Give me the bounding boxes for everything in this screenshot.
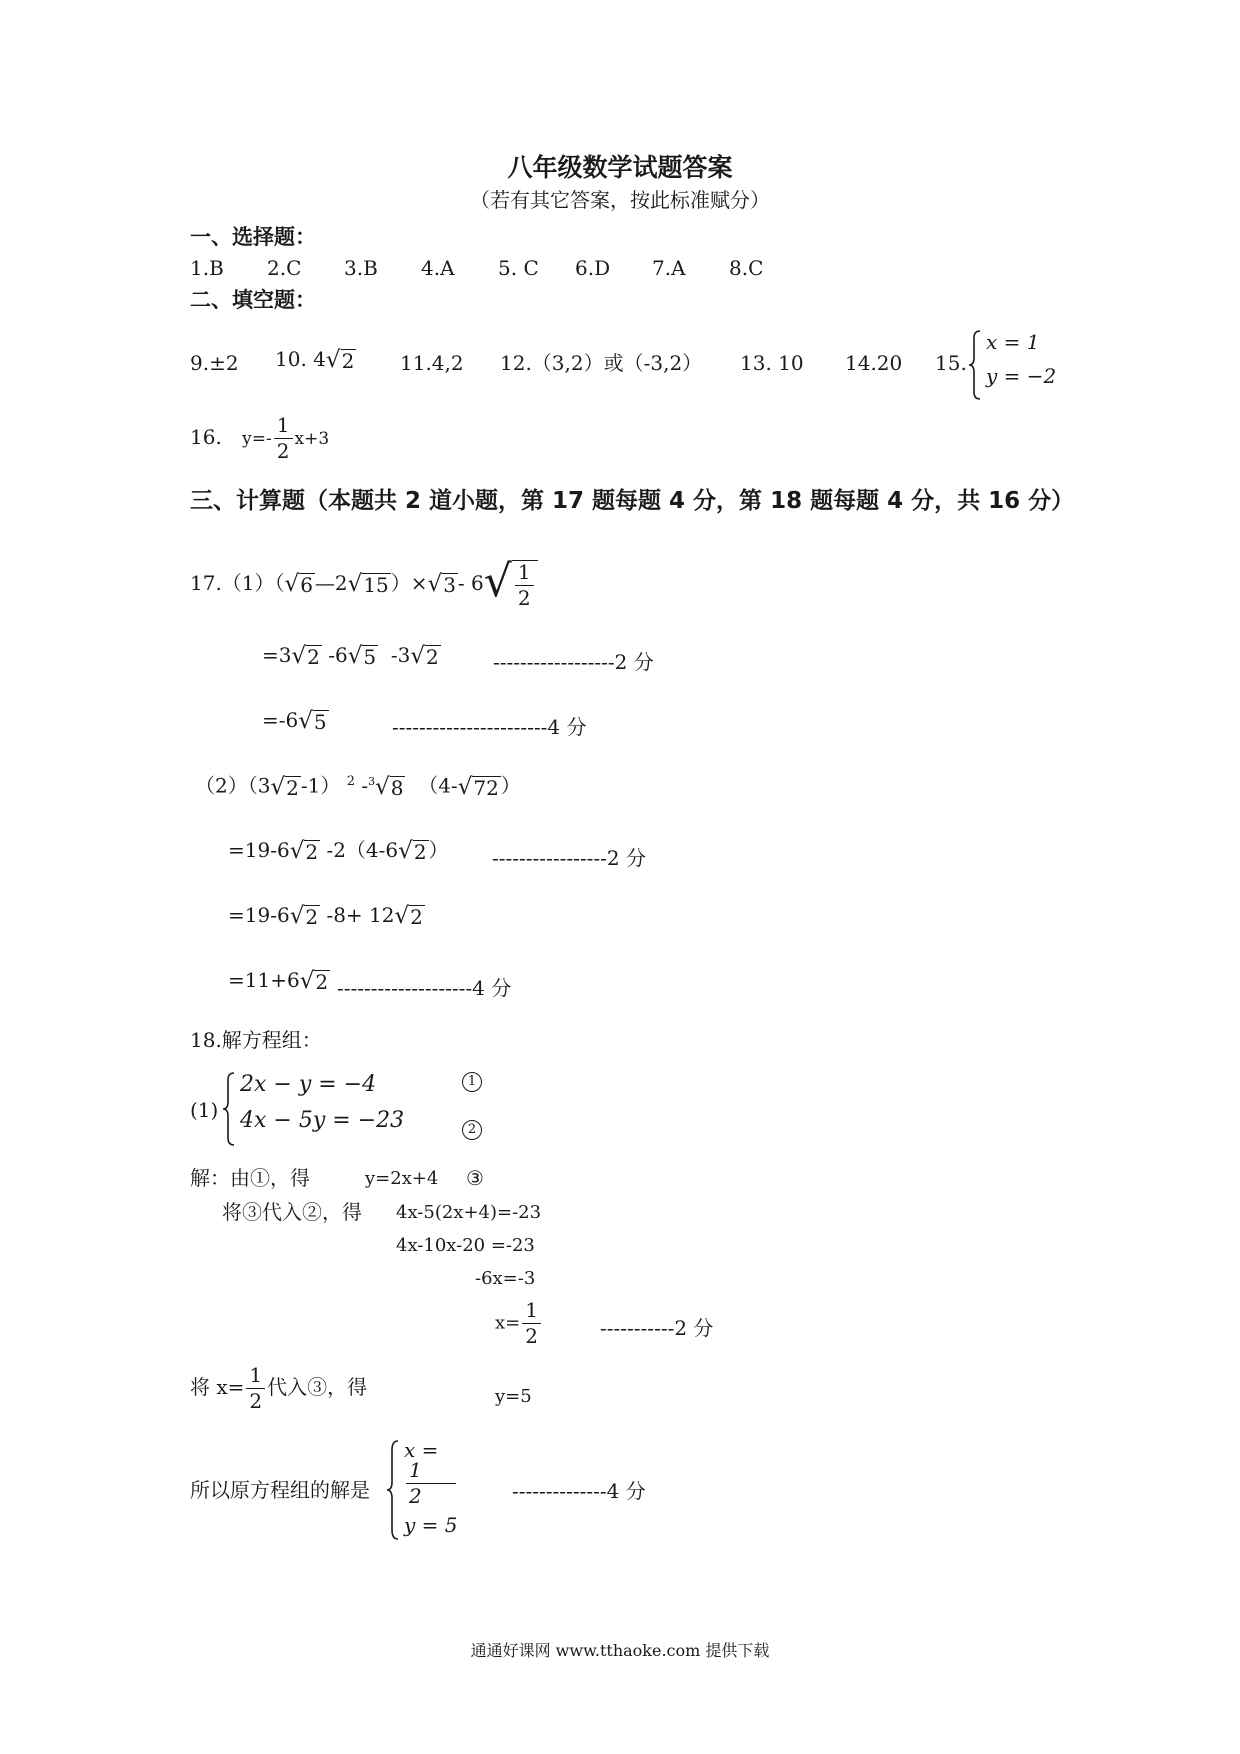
- score-mark: --------------4 分: [512, 1479, 646, 1503]
- left-brace-icon: [222, 1072, 236, 1146]
- q18-equation-2: 4x − 5y = −23: [240, 1108, 405, 1133]
- solution-line-6-result: y=5: [495, 1386, 532, 1407]
- radical-sign: √: [298, 708, 313, 734]
- numerator: 1: [274, 415, 293, 439]
- answer-q13: 13. 10: [740, 351, 804, 375]
- radical-sign: √: [427, 571, 443, 597]
- denominator: 2: [409, 1484, 422, 1508]
- step-text: -2（4-6: [326, 838, 399, 862]
- equation-marker-1: [462, 1072, 482, 1092]
- sqrt: [326, 349, 356, 372]
- choice-answer: 4.A: [421, 256, 455, 280]
- q17-2-label: （2）（3: [195, 773, 271, 798]
- q16-label: 16.: [190, 425, 222, 449]
- q17-2-step3: [228, 970, 330, 993]
- solution-line-1-marker: ③: [466, 1166, 484, 1190]
- final-x-label: x =: [404, 1438, 439, 1462]
- choice-answer: 7.A: [652, 256, 686, 280]
- answer-q11: 11.4,2: [400, 351, 464, 375]
- radical-sign: √: [347, 571, 363, 597]
- section2-heading: 二、填空题：: [190, 288, 316, 312]
- fraction: [522, 1300, 541, 1347]
- fraction: [406, 1460, 456, 1507]
- section3-heading: 三、计算题（本题共 2 道小题，第 17 题每题 4 分，第 18 题每题 4 分，共 16 分）: [190, 488, 1075, 514]
- q16-post: x+3: [294, 429, 330, 449]
- choice-answers: [190, 258, 806, 278]
- solution-line-1: 解：由①，得: [190, 1166, 310, 1190]
- final-solution-system: [386, 1440, 458, 1540]
- left-brace-icon: [968, 330, 982, 400]
- step-text: =3: [262, 643, 292, 667]
- choice-answer: 2.C: [267, 256, 302, 280]
- radicand: 2: [315, 970, 329, 994]
- radicand: 15: [363, 573, 389, 597]
- equation-system: [222, 1072, 404, 1146]
- q17-1-mid: —2: [314, 571, 348, 595]
- q17-2-text: -: [361, 773, 369, 798]
- radical-sign: √: [289, 838, 305, 864]
- circled-number: 2: [462, 1120, 482, 1140]
- step-text: x=: [495, 1312, 521, 1334]
- q17-1-minus: - 6: [457, 571, 484, 595]
- step-text: -3: [390, 643, 411, 667]
- radical-sign: √: [394, 903, 410, 929]
- denominator: 2: [517, 586, 531, 610]
- sqrt: [398, 840, 428, 863]
- q18-heading: 18.解方程组：: [190, 1028, 322, 1052]
- cube-root: [375, 773, 405, 800]
- step-text: -8+ 12: [326, 903, 395, 927]
- step-text: 代入③，得: [267, 1375, 368, 1399]
- q17-2-step1: [228, 840, 449, 863]
- sqrt: [348, 645, 378, 668]
- q17-1-expression: [190, 556, 538, 610]
- radicand: 2: [305, 905, 319, 929]
- page-subtitle: （若有其它答案，按此标准赋分）: [470, 188, 770, 212]
- score-mark: --------------------4 分: [337, 976, 512, 1000]
- section1-heading: 一、选择题：: [190, 225, 316, 249]
- q18-label: (1): [190, 1098, 219, 1122]
- answer-q10: [275, 349, 356, 372]
- solution-line-2: 将③代入②，得: [222, 1200, 362, 1224]
- radical-sign: √: [483, 556, 512, 607]
- step-text: ）: [428, 838, 449, 862]
- solution-line-6: [190, 1365, 367, 1412]
- radical-sign: √: [284, 571, 300, 597]
- solution-line-4: -6x=-3: [475, 1268, 536, 1289]
- solution-line-3: 4x-10x-20 =-23: [396, 1235, 535, 1256]
- radical-sign: √: [289, 903, 305, 929]
- answer-q16: [190, 415, 329, 462]
- radical-sign: √: [270, 773, 286, 800]
- q18-system: [222, 1072, 404, 1146]
- numerator: 1: [515, 562, 534, 586]
- step-text: =19-6: [228, 838, 290, 862]
- q15-label: 15.: [935, 351, 967, 375]
- radical-sign: √: [291, 643, 307, 669]
- q15-line-y: y = −2: [986, 364, 1057, 388]
- radicand: 2: [410, 905, 423, 929]
- sqrt: [300, 970, 330, 993]
- sqrt: [285, 573, 315, 596]
- exponent: 2: [346, 774, 355, 789]
- q17-1-label: 17.（1）（: [190, 571, 285, 595]
- root-index: 3: [368, 775, 376, 788]
- sqrt: [298, 710, 328, 733]
- sqrt: [410, 645, 440, 668]
- q15-line-x: x = 1: [986, 330, 1040, 354]
- q17-1-step1: [262, 645, 441, 668]
- sqrt: [291, 645, 321, 668]
- score-mark: -----------------------4 分: [392, 715, 587, 739]
- fraction: [274, 415, 293, 462]
- sqrt: [395, 905, 425, 928]
- answer-q12: 12.（3,2）或（-3,2）: [500, 351, 703, 375]
- radicand: 72: [473, 775, 499, 800]
- radicand: 2: [286, 775, 299, 800]
- page-title: 八年级数学试题答案: [507, 153, 733, 182]
- radicand: 3: [443, 573, 456, 597]
- sqrt-fraction: [483, 556, 538, 610]
- step-text: -6: [328, 643, 348, 667]
- fraction: [515, 562, 534, 609]
- radicand: 2: [341, 349, 355, 373]
- sqrt: [290, 840, 320, 863]
- numerator: 1: [522, 1300, 541, 1324]
- radical-sign: √: [347, 643, 363, 669]
- score-mark: -----------2 分: [600, 1316, 714, 1340]
- q17-2-expression: [195, 775, 521, 799]
- solution-conclusion: 所以原方程组的解是: [190, 1478, 370, 1502]
- q10-label: 10.: [275, 347, 307, 371]
- denominator: 2: [276, 439, 290, 463]
- sqrt: [428, 573, 458, 596]
- final-y: y = 5: [404, 1513, 458, 1537]
- q17-1-step2: [262, 710, 329, 733]
- radicand: 8: [390, 775, 404, 800]
- score-mark: ------------------2 分: [493, 650, 654, 674]
- score-mark: -----------------2 分: [492, 846, 646, 870]
- q17-2-text: （4-: [418, 773, 458, 798]
- radical-sign: √: [410, 643, 425, 669]
- left-brace-icon: [386, 1440, 400, 1540]
- radical-sign: √: [398, 838, 413, 864]
- equation-marker-2: [462, 1120, 482, 1140]
- radical-sign: √: [299, 968, 315, 994]
- solution-line-5: [495, 1300, 543, 1347]
- solution-line-2-expr: 4x-5(2x+4)=-23: [396, 1202, 542, 1223]
- choice-answer: 5. C: [498, 256, 539, 280]
- q17-2-text: -1）: [300, 773, 341, 798]
- sqrt: [290, 905, 320, 928]
- denominator: 2: [249, 1389, 263, 1413]
- answer-q15-system: [968, 330, 1056, 400]
- step-text: 将 x=: [190, 1375, 245, 1399]
- page-footer: 通通好课网 www.tthaoke.com 提供下载: [470, 1641, 770, 1660]
- radicand: 2: [425, 645, 439, 669]
- step-text: =19-6: [228, 903, 290, 927]
- q17-2-text: ）: [500, 773, 521, 798]
- q17-2-step2: [228, 905, 425, 928]
- radicand: 2: [307, 645, 320, 669]
- step-text: =11+6: [228, 968, 300, 992]
- q10-coef: 4: [313, 347, 326, 371]
- solution-line-1-expr: y=2x+4: [365, 1168, 439, 1189]
- denominator: 2: [525, 1324, 538, 1348]
- choice-answer: 8.C: [729, 256, 764, 280]
- choice-answer: 3.B: [344, 256, 378, 280]
- circled-number: 1: [462, 1072, 482, 1092]
- q17-1-times: ）×: [390, 571, 428, 595]
- radicand: 6: [300, 573, 313, 597]
- radicand: 2: [413, 840, 427, 864]
- radicand: [512, 560, 538, 609]
- sqrt: [348, 573, 391, 596]
- numerator: 1: [406, 1460, 456, 1484]
- answer-q14: 14.20: [845, 351, 903, 375]
- equation-system: [968, 330, 1056, 400]
- fraction: [246, 1365, 265, 1412]
- radical-sign: √: [325, 347, 341, 373]
- answer-q9: 9.±2: [190, 351, 239, 375]
- radicand: 5: [363, 645, 377, 669]
- radicand: 5: [313, 710, 327, 734]
- q18-equation-1: 2x − y = −4: [240, 1072, 377, 1097]
- equation-system: [386, 1440, 458, 1540]
- q16-pre: y=-: [242, 429, 272, 449]
- sqrt: [457, 773, 501, 800]
- step-text: =-6: [262, 708, 299, 732]
- sqrt: [270, 773, 300, 800]
- final-x: [404, 1440, 458, 1507]
- numerator: 1: [246, 1365, 265, 1389]
- radical-sign: √: [375, 773, 390, 800]
- radicand: 2: [305, 840, 319, 864]
- radical-sign: √: [457, 773, 473, 800]
- choice-answer: 1.B: [190, 256, 224, 280]
- choice-answer: 6.D: [575, 256, 611, 280]
